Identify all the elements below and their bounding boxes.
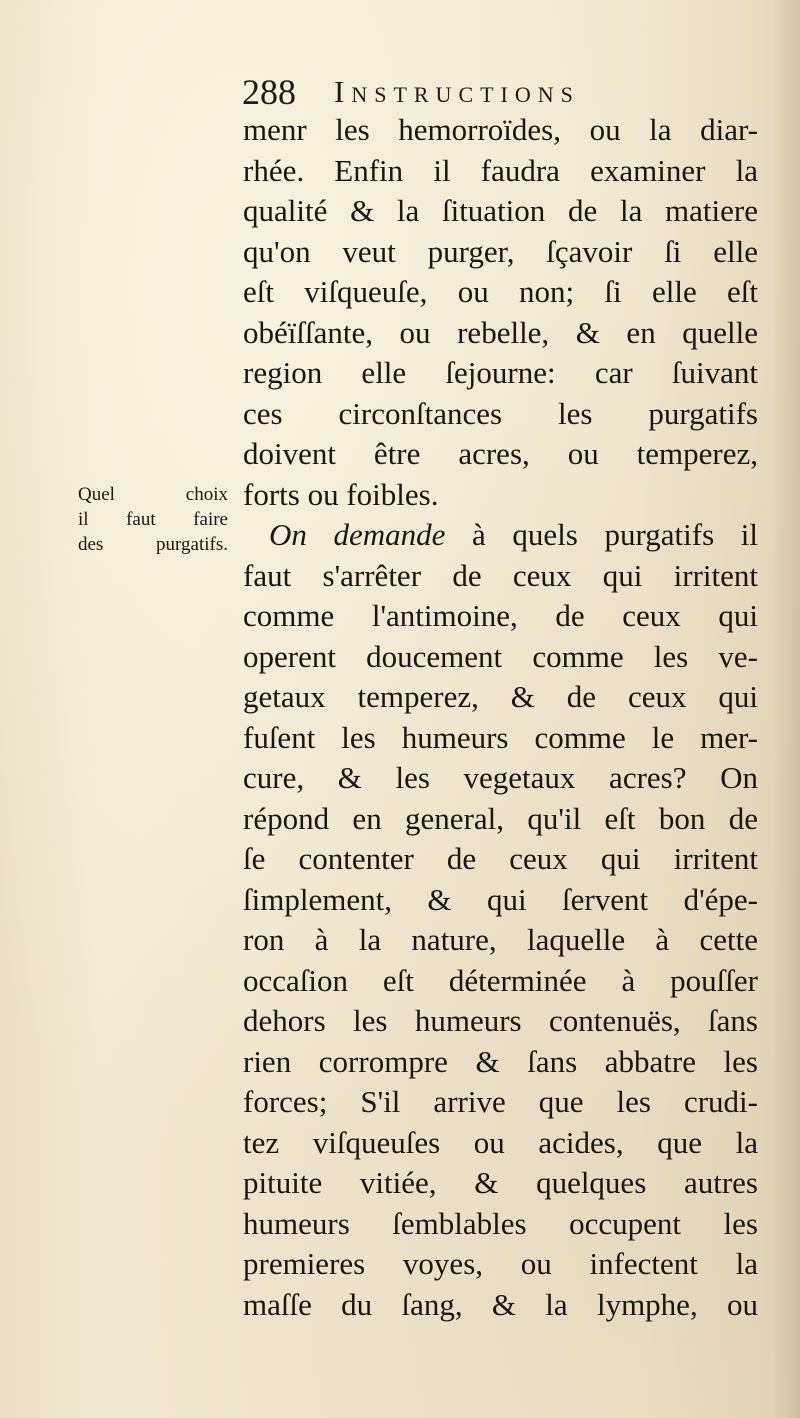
text-line: obéïſſante, ou rebelle, & en quelle <box>243 314 758 350</box>
text-line: forces; S'il arrive que les crudi- <box>243 1084 758 1119</box>
text-line: ron à la nature, laquelle à cette <box>243 922 758 957</box>
text-line: eſt viſqueuſe, ou non; ſi elle eſt <box>243 274 758 309</box>
text-line: menr les hemorroïdes, ou la diar- <box>243 112 758 147</box>
text-line: ſimplement, & qui ſervent d'épe- <box>243 881 758 917</box>
paragraph-first-line <box>243 515 758 556</box>
margin-note-line: il faut faire <box>78 509 228 530</box>
margin-note-line: des purgatifs. <box>78 534 228 555</box>
text-line: forts ou foibles. <box>243 476 439 512</box>
text-line: ſe contenter de ceux qui irritent <box>243 841 758 876</box>
text-line: dehors les humeurs contenuës, ſans <box>243 1003 758 1038</box>
running-head: Instructions <box>334 74 580 109</box>
text-line: humeurs ſemblables occupent les <box>243 1205 758 1241</box>
text-line: pituite vitiée, & quelques autres <box>243 1165 758 1200</box>
text-line: region elle ſejourne: car ſuivant <box>243 355 758 390</box>
margin-note <box>78 482 228 557</box>
text-line: répond en general, qu'il eſt bon de <box>243 800 758 836</box>
text-line: occaſion eſt déterminée à pouſſer <box>243 962 758 998</box>
text-line: premieres voyes, ou infectent la <box>243 1246 758 1281</box>
text-line: comme l'antimoine, de ceux qui <box>243 598 758 633</box>
text-line: maſſe du ſang, & la lymphe, ou <box>243 1286 758 1322</box>
page-number: 288 <box>242 72 296 112</box>
paragraph-lead-italic: On demande <box>269 517 446 552</box>
paragraph-lead-rest: à quels purgatifs il <box>445 517 758 552</box>
text-line: qualité & la ſituation de la matiere <box>243 193 758 228</box>
text-line: operent doucement comme les ve- <box>243 638 758 674</box>
text-line: cure, & les vegetaux acres? On <box>243 760 758 795</box>
page-edge-shadow <box>772 0 800 1418</box>
text-line: qu'on veut purger, ſçavoir ſi elle <box>243 233 758 269</box>
text-line: doivent être acres, ou temperez, <box>243 436 758 471</box>
text-line: getaux temperez, & de ceux qui <box>243 679 758 714</box>
margin-note-line: Quel choix <box>78 484 228 505</box>
text-line: fuſent les humeurs comme le mer- <box>243 719 758 755</box>
body-text <box>243 110 758 1325</box>
text-line: tez viſqueuſes ou acides, que la <box>243 1124 758 1160</box>
page-header <box>242 70 762 114</box>
text-line: faut s'arrêter de ceux qui irritent <box>243 557 758 593</box>
text-line: rien corrompre & ſans abbatre les <box>243 1043 758 1079</box>
text-line: ces circonſtances les purgatifs <box>243 395 758 431</box>
text-line: rhée. Enfin il faudra examiner la <box>243 152 758 188</box>
